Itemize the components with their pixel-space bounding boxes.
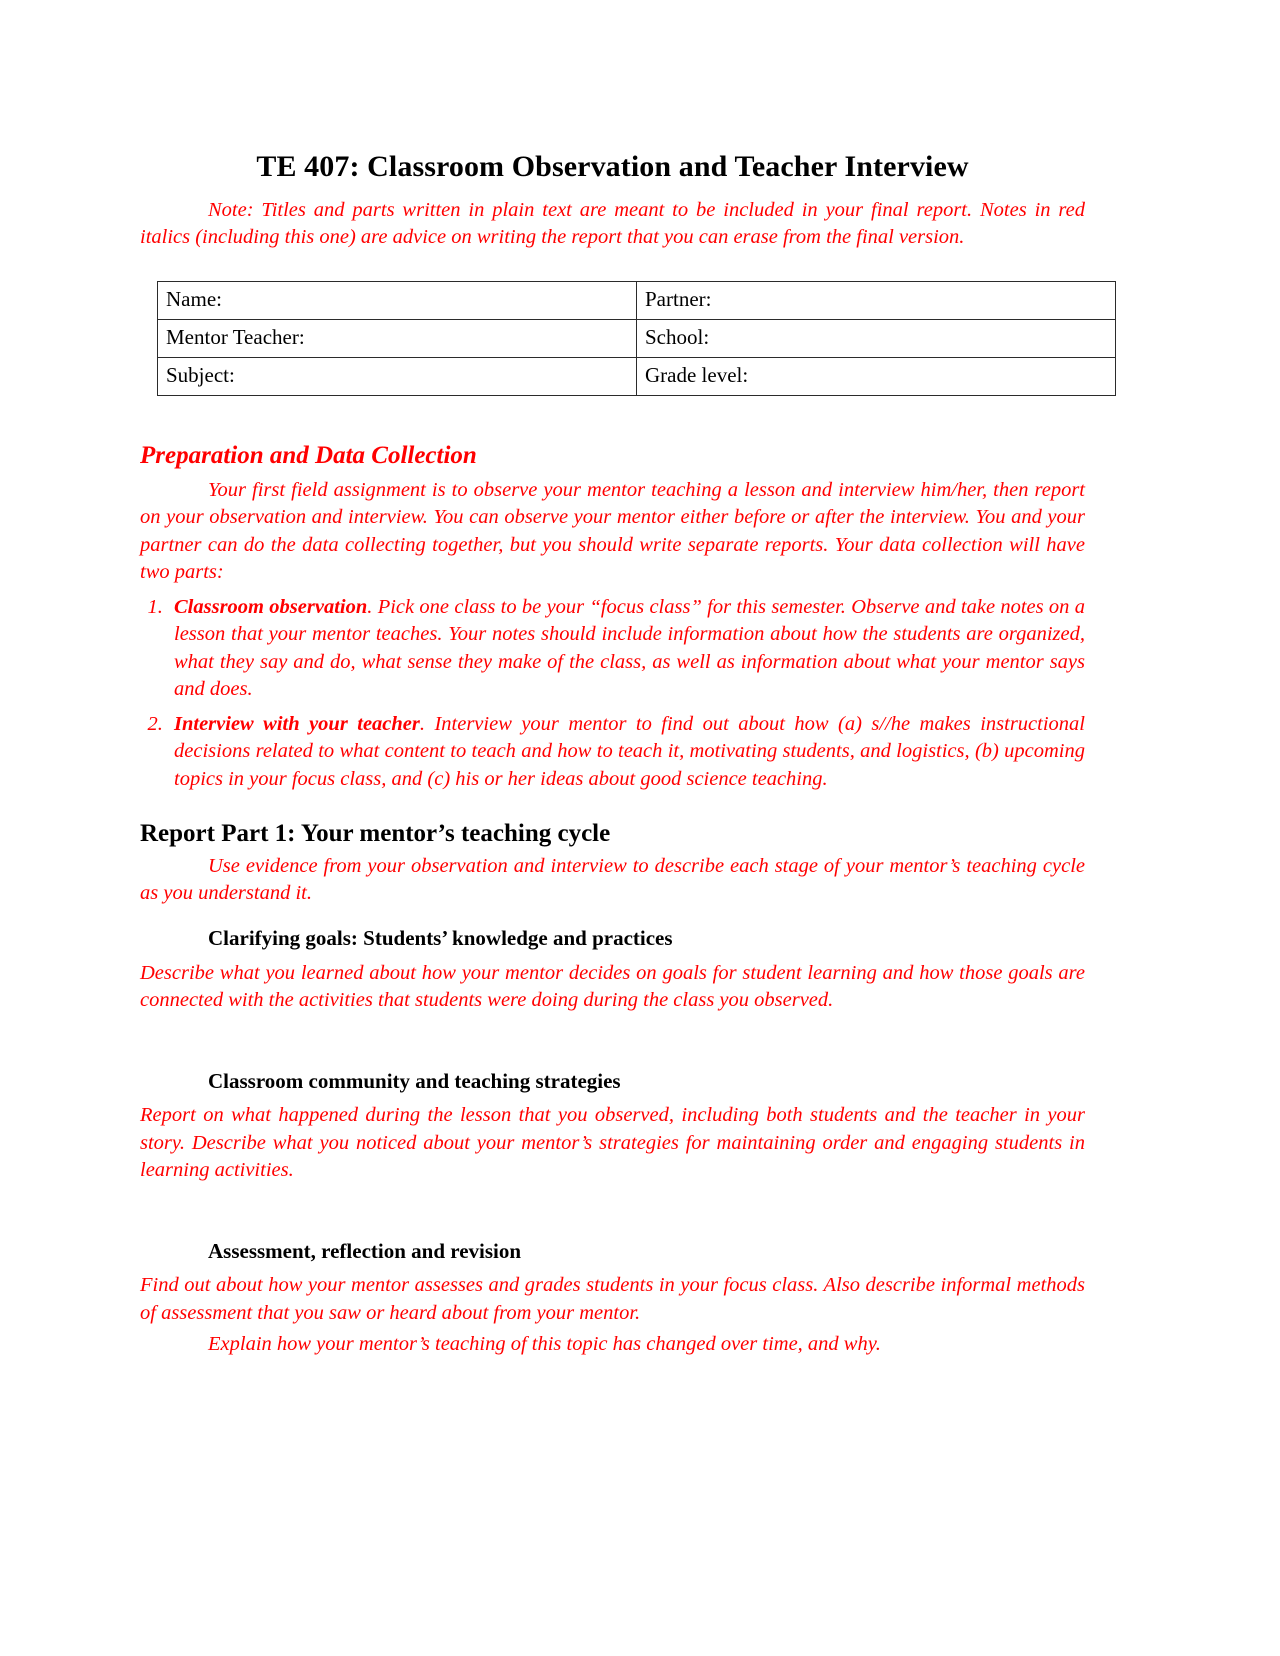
clarifying-goals-paragraph: Describe what you learned about how your mentor decides on goals for student learning and how those goals are connected with the activities that students were doing during the class you observed. xyxy=(140,961,1085,1011)
cell-grade-level-label[interactable]: Grade level: xyxy=(637,358,1116,396)
info-table-wrapper xyxy=(157,281,1085,396)
data-collection-list xyxy=(140,594,1085,793)
list-item-body: . Pick one class to be your “focus class” for this semester. Observe and take notes on a lesson that your mentor teaches. Your notes should include information about how the students are organized, what they say and do, what sense they make of the class, as well as information about what your mentor says and does. xyxy=(174,596,1085,700)
section-heading-report-part-1: Report Part 1: Your mentor’s teaching cycle xyxy=(140,819,611,847)
subheading-clarifying-goals: Clarifying goals: Students’ knowledge and practices xyxy=(208,926,673,951)
page-title: TE 407: Classroom Observation and Teacher Interview xyxy=(256,150,969,183)
list-item xyxy=(168,594,1085,703)
subheading-assessment-reflection: Assessment, reflection and revision xyxy=(208,1239,522,1263)
assessment-paragraph-1: Find out about how your mentor assesses and grades students in your focus class. Also describe informal methods of assessment that you saw or heard about from your mentor. xyxy=(140,1274,1085,1324)
document-body xyxy=(140,150,1085,1362)
preparation-intro-paragraph: Your first field assignment is to observe your mentor teaching a lesson and interview him/her, then report on your observation and interview. You can observe your mentor either before or after the interview. You and your partner can do the data collecting together, but you should write separate reports. Your data collection will have two parts: xyxy=(140,479,1085,583)
list-item xyxy=(168,711,1085,793)
cell-school-label[interactable]: School: xyxy=(637,320,1116,358)
section-heading-preparation: Preparation and Data Collection xyxy=(140,442,477,469)
table-row xyxy=(158,282,1116,320)
subheading-classroom-community: Classroom community and teaching strategies xyxy=(208,1069,621,1093)
cell-partner-label[interactable]: Partner: xyxy=(637,282,1116,320)
table-row xyxy=(158,358,1116,396)
list-item-lead: Classroom observation xyxy=(174,596,368,618)
participant-info-table xyxy=(157,281,1116,396)
cell-mentor-teacher-label[interactable]: Mentor Teacher: xyxy=(158,320,637,358)
report-part-1-intro-paragraph: Use evidence from your observation and interview to describe each stage of your mentor’s teaching cycle as you understand it. xyxy=(140,854,1085,904)
cell-subject-label[interactable]: Subject: xyxy=(158,358,637,396)
table-row xyxy=(158,320,1116,358)
list-item-lead: Interview with your teacher xyxy=(174,713,420,735)
cell-name-label[interactable]: Name: xyxy=(158,282,637,320)
classroom-community-paragraph: Report on what happened during the lesson that you observed, including both students and the teacher in your story. Describe what you noticed about your mentor’s strategies for maintaining order and engaging students in learning activities. xyxy=(140,1104,1085,1181)
assessment-paragraph-2: Explain how your mentor’s teaching of this topic has changed over time, and why. xyxy=(208,1332,881,1355)
intro-note: Note: Titles and parts written in plain text are meant to be included in your final report. Notes in red italics (including this one) are advice on writing the report that you can erase from the final version. xyxy=(140,198,1085,248)
list-item-body: . Interview your mentor to find out about how (a) s//he makes instructional decisions related to what content to teach and how to teach it, motivating students, and logistics, (b) upcoming topics in your focus class, and (c) his or her ideas about good science teaching. xyxy=(174,713,1085,790)
